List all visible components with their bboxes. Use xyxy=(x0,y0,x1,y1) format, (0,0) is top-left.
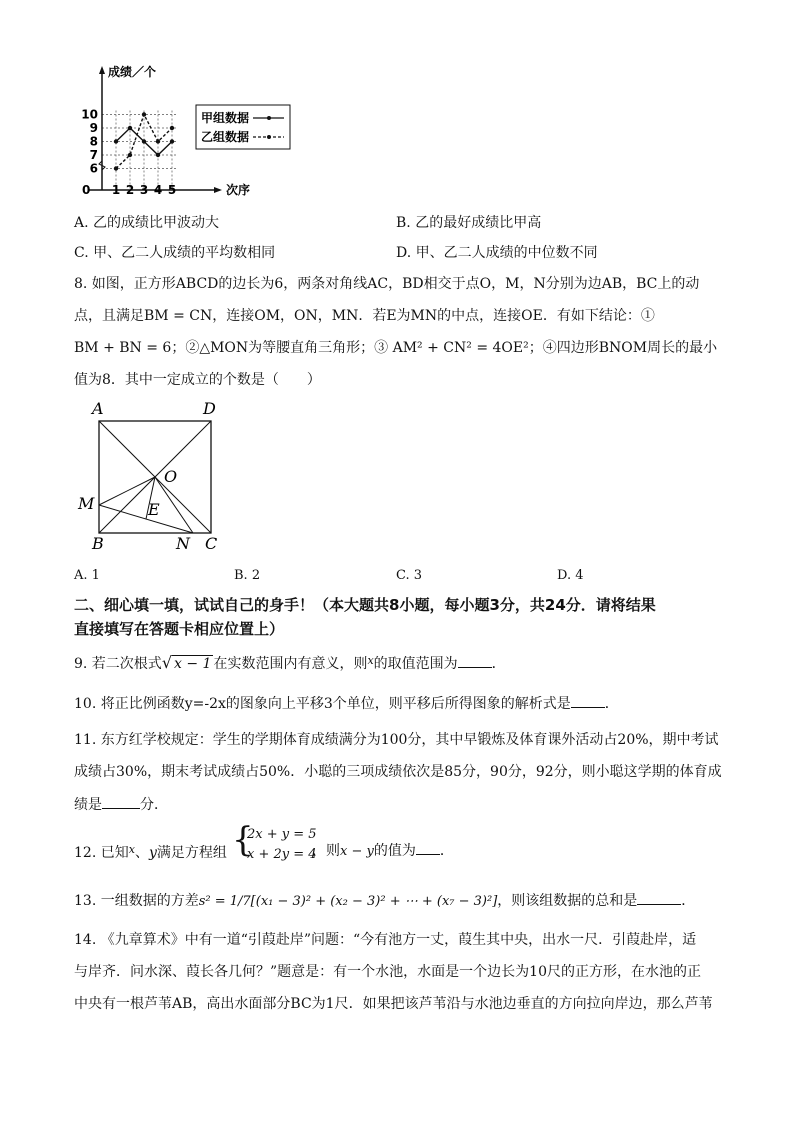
segment-om xyxy=(99,477,155,505)
q12-y: y xyxy=(148,845,157,861)
q7-option-d: D. 甲、乙二人成绩的中位数不同 xyxy=(396,245,598,261)
section2-heading-line-1: 二、细心填一填，试试自己的身手！（本大题共8小题，每小题3分，共24分．请将结果 xyxy=(74,596,656,614)
q14-line-2: 与岸齐．问水深、葭长各几何？”题意是：有一个水池，水面是一个边长为10尺的正方形，在水池的正 xyxy=(74,964,701,980)
legend-marker-2 xyxy=(267,135,271,139)
q10-text: 10. 将正比例函数y=-2x的图象向上平移3个单位，则平移后所得图象的解析式是 xyxy=(74,696,571,712)
q11-line-2: 成绩占30%，期末考试成绩占50%．小聪的三项成绩依次是85分，90分，92分，则小聪这学期的体育成 xyxy=(74,764,722,780)
q13-end: ． xyxy=(681,893,696,909)
series-1-point xyxy=(114,139,118,143)
series-2-point xyxy=(170,126,174,130)
q12-x: x xyxy=(128,843,135,856)
y-tick-label: 7 xyxy=(89,148,98,162)
q13-pre: 13. 一组数据的方差 xyxy=(74,893,199,909)
q12-post: ，则 xyxy=(312,843,340,859)
q13-answer-blank[interactable] xyxy=(637,890,681,905)
q11-line3-post: 分． xyxy=(140,797,168,813)
q12-eq2: x + 2y = 4 xyxy=(247,847,317,862)
q7-option-b: B. 乙的最好成绩比甲高 xyxy=(396,215,542,231)
q9-mid: 在实数范围内有意义，则 xyxy=(213,656,368,672)
legend-series-2: 乙组数据 xyxy=(201,130,250,144)
q7-option-c: C. 甲、乙二人成绩的平均数相同 xyxy=(74,245,276,261)
q13-formula: s² = 1/7[(x₁ − 3)² + (x₂ − 3)² + ⋯ + (x₇ − 3)²] xyxy=(198,894,498,909)
label-c: C xyxy=(205,534,218,553)
series-1-point xyxy=(156,153,160,157)
label-b: B xyxy=(92,534,104,553)
q8-line-2: 点，且满足BM = CN，连接OM，ON，MN．若E为MN的中点，连接OE．有如下结论：① xyxy=(74,308,655,324)
series-2-point xyxy=(142,112,146,116)
q13 xyxy=(74,890,695,912)
series-1-point xyxy=(142,139,146,143)
series-1-point xyxy=(170,139,174,143)
y-tick-label: 10 xyxy=(81,107,98,122)
q12-mid: 满足方程组 xyxy=(156,845,227,861)
q8-option-a: A. 1 xyxy=(74,568,100,583)
q8-option-b: B. 2 xyxy=(234,568,261,583)
q12-brace: { xyxy=(232,820,254,860)
q11-line3-pre: 绩是 xyxy=(74,797,102,813)
legend-marker-1 xyxy=(267,116,271,120)
y-axis-arrow xyxy=(99,66,105,74)
q9-pre: 9. 若二次根式 xyxy=(74,656,162,672)
q12-end: ． xyxy=(439,843,454,859)
label-a: A xyxy=(92,399,104,418)
legend-series-1: 甲组数据 xyxy=(201,111,250,125)
x-tick-label: 2 xyxy=(125,183,135,197)
q12-sep: 、 xyxy=(134,845,149,861)
y-tick-label: 9 xyxy=(89,121,98,135)
label-e: E xyxy=(148,500,160,519)
q9-radicand: x − 1 xyxy=(174,656,212,672)
q10-end: ． xyxy=(604,696,619,712)
chart-ylabel: 成绩／个 xyxy=(108,65,157,79)
q12-post2: 的值为 xyxy=(373,843,416,859)
q9-post: 的取值范围为 xyxy=(373,656,458,672)
q12-pre: 12. 已知 xyxy=(74,845,129,861)
chart-xlabel: 次序 xyxy=(226,183,251,197)
q10 xyxy=(74,693,619,714)
q12-expr: x − y xyxy=(340,844,374,859)
q7-option-a: A. 乙的成绩比甲波动大 xyxy=(74,215,220,231)
x-tick-label: 4 xyxy=(153,183,163,197)
x-tick-label: 1 xyxy=(111,183,121,197)
q9-answer-blank[interactable] xyxy=(458,653,492,668)
x-tick-label: 5 xyxy=(167,183,177,197)
q8-line-3: BM + BN = 6；②△MON为等腰直角三角形；③ AM² + CN² = 4OE²；④四边形BNOM周长的最小 xyxy=(74,340,718,356)
score-line-chart xyxy=(70,62,300,202)
label-o: O xyxy=(164,467,178,486)
q9-var: x xyxy=(367,654,374,667)
q8-option-d: D. 4 xyxy=(557,568,584,583)
chart-origin-label: 0 xyxy=(82,183,91,197)
q14-line-1: 14. 《九章算术》中有一道“引葭赴岸”问题：“今有池方一丈，葭生其中央，出水一尺．引葭赴岸，适 xyxy=(74,932,697,948)
series-2-point xyxy=(128,153,132,157)
q8-line-1: 8. 如图，正方形ABCD的边长为6，两条对角线AC，BD相交于点O，M，N分别为边AB，BC上的动 xyxy=(74,276,700,292)
label-d: D xyxy=(203,399,216,418)
series-2-point xyxy=(156,139,160,143)
chart-grid xyxy=(102,111,176,191)
q9 xyxy=(74,651,506,674)
label-m: M xyxy=(78,494,95,513)
sqrt-symbol: √ xyxy=(161,653,173,672)
q14-line-3: 中央有一根芦苇AB，高出水面部分BC为1尺．如果把该芦苇沿与水池边垂直的方向拉向岸边，那么芦苇 xyxy=(74,996,713,1012)
q11-line-3 xyxy=(74,794,168,815)
q12-eq1: 2x + y = 5 xyxy=(247,827,317,842)
q12-pre-block xyxy=(74,840,227,863)
q8-option-c: C. 3 xyxy=(396,568,423,583)
chart-ticks xyxy=(81,108,176,198)
label-n: N xyxy=(176,534,190,553)
q13-post: ，则该组数据的总和是 xyxy=(497,893,638,909)
series-2-point xyxy=(114,166,118,170)
q12-answer-blank[interactable] xyxy=(416,840,440,855)
q10-answer-blank[interactable] xyxy=(571,693,605,708)
q11-line-1: 11. 东方红学校规定：学生的学期体育成绩满分为100分，其中早锻炼及体育课外活动占20%，期中考试 xyxy=(74,732,719,748)
series-1-point xyxy=(128,126,132,130)
x-tick-label: 3 xyxy=(139,183,149,197)
y-tick-label: 6 xyxy=(89,161,98,176)
q11-answer-blank[interactable] xyxy=(102,794,140,809)
x-axis-arrow xyxy=(214,187,222,193)
y-tick-label: 8 xyxy=(89,134,98,149)
q9-end: ． xyxy=(491,656,506,672)
q8-line-4: 值为8．其中一定成立的个数是（ ） xyxy=(74,372,321,388)
q12-post-block xyxy=(312,840,454,862)
section2-heading-line-2: 直接填写在答题卡相应位置上） xyxy=(74,620,285,638)
q8-square-figure xyxy=(72,396,232,556)
